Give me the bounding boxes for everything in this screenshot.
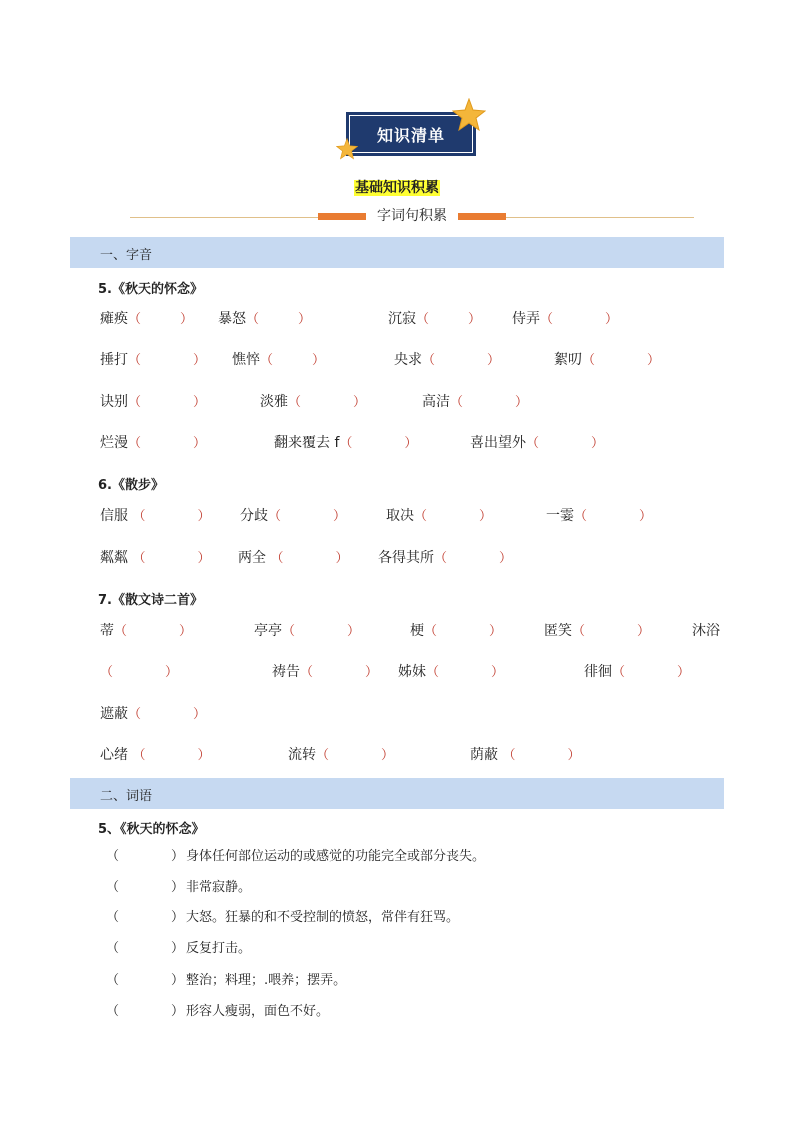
- definition-item: （ ） 非常寂静。: [106, 880, 252, 895]
- word-row: [100, 392, 730, 412]
- word-item: 流转（ ）: [288, 747, 395, 763]
- definition-item: （ ） 形容人瘦弱，面色不好。: [106, 1004, 330, 1019]
- word-row: [100, 506, 730, 526]
- word-item: 淡雅（ ）: [260, 394, 367, 410]
- word-item: 祷告（ ）: [272, 664, 379, 680]
- word-row: [100, 704, 730, 724]
- word-item: （ ）: [100, 665, 179, 680]
- word-item: 心绪 （ ）: [100, 747, 211, 763]
- divider-accent-right: [456, 213, 506, 220]
- word-item: 瘫痪（ ）: [100, 311, 194, 327]
- word-row: [100, 350, 730, 370]
- group-heading: 5、《秋天的怀念》: [98, 822, 205, 837]
- word-item: 两全 （ ）: [238, 550, 349, 566]
- divider-accent-left: [318, 213, 368, 220]
- section-band-vocabulary: 二、词语: [70, 778, 724, 809]
- word-row: [100, 745, 730, 765]
- section-band-pronunciation: 一、字音: [70, 237, 724, 268]
- word-item: 沐浴: [692, 623, 720, 639]
- word-item: 一霎（ ）: [546, 508, 653, 524]
- definition-item: （ ） 反复打击。: [106, 941, 252, 956]
- word-item: 诀别（ ）: [100, 394, 207, 410]
- word-item: 侍弄（ ）: [512, 311, 619, 327]
- word-item: 捶打（ ）: [100, 352, 207, 368]
- word-item: 高洁（ ）: [422, 394, 529, 410]
- subtitle: 基础知识积累: [355, 180, 439, 196]
- word-row: [100, 621, 730, 641]
- word-item: 粼粼 （ ）: [100, 550, 211, 566]
- definition-item: （ ） 整治；料理；.喂养；摆弄。: [106, 973, 347, 988]
- star-icon: [452, 98, 486, 132]
- word-item: 遮蔽（ ）: [100, 706, 207, 722]
- definition-item: （ ） 身体任何部位运动的或感觉的功能完全或部分丧失。: [106, 849, 486, 864]
- word-item: 荫蔽 （ ）: [470, 747, 581, 763]
- word-item: 姊妹（ ）: [398, 664, 505, 680]
- group-heading: 6.《散步》: [98, 478, 164, 493]
- word-item: 蒂（ ）: [100, 623, 193, 639]
- word-item: 央求（ ）: [394, 352, 501, 368]
- word-item: 信服 （ ）: [100, 508, 211, 524]
- word-item: 憔悴（ ）: [232, 352, 326, 368]
- word-item: 喜出望外（ ）: [470, 435, 605, 451]
- word-item: 梗（ ）: [410, 623, 503, 639]
- word-item: 暴怒（ ）: [218, 311, 312, 327]
- group-heading: 5.《秋天的怀念》: [98, 282, 203, 297]
- group-heading: 7.《散文诗二首》: [98, 593, 203, 608]
- word-item: 烂漫（ ）: [100, 435, 207, 451]
- word-item: 各得其所（ ）: [378, 550, 513, 566]
- word-item: 亭亭（ ）: [254, 623, 361, 639]
- word-item: 取决（ ）: [386, 508, 493, 524]
- section-title: 字词句积累: [366, 206, 458, 226]
- title-badge-text: 知识清单: [376, 125, 445, 145]
- star-icon: [336, 138, 358, 160]
- word-row: [100, 548, 730, 568]
- definition-item: （ ） 大怒。狂暴的和不受控制的愤怒，常伴有狂骂。: [106, 910, 460, 925]
- word-item: 分歧（ ）: [240, 508, 347, 524]
- word-item: 匿笑（ ）: [544, 623, 651, 639]
- word-row: [100, 662, 730, 682]
- word-row: [100, 433, 730, 453]
- word-item: 沉寂（ ）: [388, 311, 482, 327]
- word-item: 徘徊（ ）: [584, 664, 691, 680]
- word-item: 翻来覆去 f（ ）: [274, 435, 418, 451]
- word-row: [100, 309, 730, 329]
- word-item: 絮叨（ ）: [554, 352, 661, 368]
